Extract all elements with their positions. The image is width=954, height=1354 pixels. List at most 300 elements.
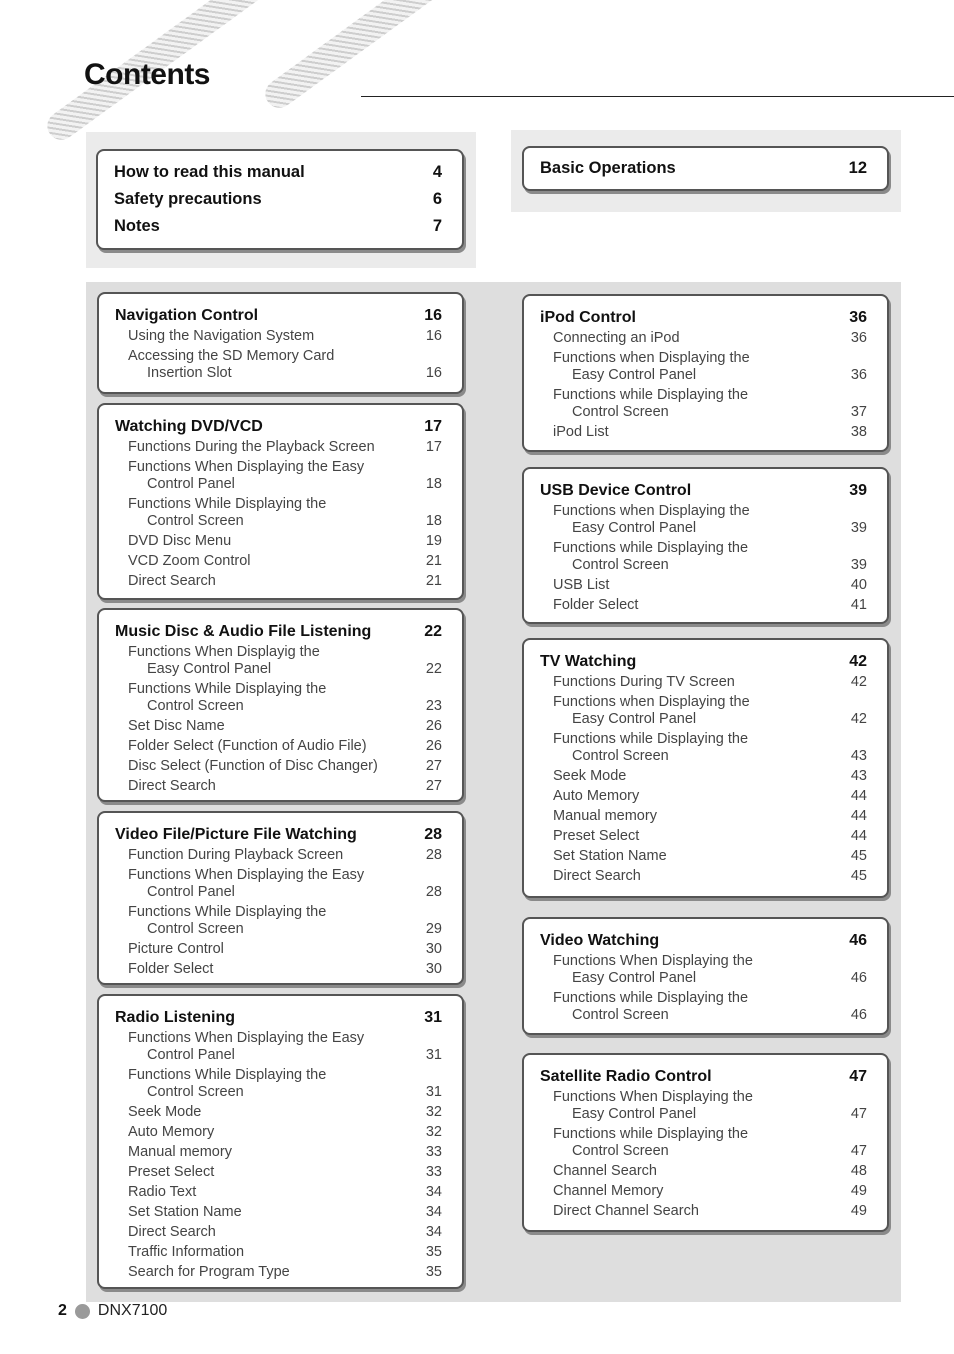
entry-page: 31 xyxy=(425,1047,442,1063)
entry-page: 44 xyxy=(850,828,867,844)
entry-line: Functions When Displaying the Easy xyxy=(128,459,365,475)
entry-line: Set Station Name xyxy=(128,1204,242,1220)
toc-entry-basic-operations[interactable] xyxy=(540,155,867,182)
section-content xyxy=(524,928,887,1024)
entry-page: 35 xyxy=(425,1264,442,1280)
entry-page: 47 xyxy=(850,1143,867,1159)
section-title: iPod Control xyxy=(540,309,636,326)
entry-text xyxy=(553,424,609,441)
toc-entry[interactable] xyxy=(115,1067,442,1101)
entry-line: Control Panel xyxy=(147,1047,235,1063)
entry-line: Functions When Displaying the xyxy=(553,953,753,969)
section-video-file xyxy=(97,811,464,985)
entry-line: Folder Select xyxy=(128,961,214,977)
entry-line: Functions when Displaying the xyxy=(553,503,750,519)
entry-page: 45 xyxy=(850,868,867,884)
toc-entry[interactable] xyxy=(540,674,867,691)
toc-entry[interactable] xyxy=(115,348,442,382)
entry-page: 46 xyxy=(850,970,867,986)
toc-entry[interactable] xyxy=(115,553,442,570)
entry-line: Functions When Displayig the xyxy=(128,644,320,660)
section-title: Music Disc & Audio File Listening xyxy=(115,623,372,640)
toc-entry[interactable] xyxy=(115,1204,442,1221)
section-music xyxy=(97,608,464,802)
entry-title: Basic Operations xyxy=(540,159,676,177)
entry-line: Functions while Displaying the xyxy=(553,540,749,556)
entry-line: Search for Program Type xyxy=(128,1264,290,1280)
entry-line: Easy Control Panel xyxy=(572,970,697,986)
entry-line: Direct Search xyxy=(128,778,216,794)
entry-line: Picture Control xyxy=(128,941,224,957)
entry-page: 34 xyxy=(425,1184,442,1200)
entry-page: 4 xyxy=(432,163,442,181)
entry-text xyxy=(128,1144,232,1161)
toc-entry[interactable] xyxy=(540,694,867,728)
entry-text xyxy=(128,1104,201,1121)
toc-entry[interactable] xyxy=(115,778,442,795)
entry-line: Functions During the Playback Screen xyxy=(128,439,375,455)
toc-entry[interactable] xyxy=(540,330,867,347)
toc-entry[interactable] xyxy=(540,597,867,614)
entry-text xyxy=(128,1124,214,1141)
toc-entry[interactable] xyxy=(115,439,442,456)
section-heading[interactable] xyxy=(540,928,867,950)
section-title: Navigation Control xyxy=(115,307,259,324)
section-heading[interactable] xyxy=(540,1064,867,1086)
entry-page: 34 xyxy=(425,1224,442,1240)
intro-box xyxy=(96,149,464,250)
entry-line: Channel Search xyxy=(553,1163,657,1179)
toc-entry[interactable] xyxy=(115,328,442,345)
entry-page: 36 xyxy=(850,367,867,383)
entry-line: Functions During TV Screen xyxy=(553,674,735,690)
entry-text xyxy=(128,778,216,795)
toc-entry-notes[interactable] xyxy=(114,213,442,240)
toc-entry[interactable] xyxy=(540,1183,867,1200)
entry-line: Insertion Slot xyxy=(147,365,232,381)
entry-page: 49 xyxy=(850,1203,867,1219)
section-title: Satellite Radio Control xyxy=(540,1068,712,1085)
section-title: Watching DVD/VCD xyxy=(115,418,263,435)
toc-entry[interactable] xyxy=(115,758,442,775)
entry-text xyxy=(128,738,367,755)
entry-page: 34 xyxy=(425,1204,442,1220)
section-page: 42 xyxy=(849,653,867,670)
entry-line: USB List xyxy=(553,577,610,593)
entry-page: 22 xyxy=(425,661,442,677)
entry-line: Functions While Displaying the xyxy=(128,904,327,920)
entry-page: 48 xyxy=(850,1163,867,1179)
section-radio xyxy=(97,994,464,1289)
entry-page: 32 xyxy=(425,1104,442,1120)
entry-line: Control Panel xyxy=(147,884,235,900)
entry-text xyxy=(128,904,326,938)
entry-line: Direct Search xyxy=(553,868,641,884)
entry-page: 16 xyxy=(425,328,442,344)
entry-line: Set Disc Name xyxy=(128,718,225,734)
section-navigation xyxy=(97,292,464,394)
entry-page: 30 xyxy=(425,961,442,977)
entry-line: Radio Text xyxy=(128,1184,197,1200)
section-page: 31 xyxy=(424,1009,442,1026)
toc-entry[interactable] xyxy=(540,387,867,421)
entry-text xyxy=(553,731,748,765)
entry-title: How to read this manual xyxy=(114,163,305,181)
entry-line: Control Screen xyxy=(572,1007,669,1023)
entry-line: Easy Control Panel xyxy=(572,367,697,383)
entry-line: Connecting an iPod xyxy=(553,330,680,346)
entry-line: Functions When Displaying the Easy xyxy=(128,867,365,883)
entry-line: Functions while Displaying the xyxy=(553,1126,749,1142)
entry-text xyxy=(128,681,326,715)
entry-text xyxy=(128,718,225,735)
entry-page: 37 xyxy=(850,404,867,420)
entry-line: Folder Select xyxy=(553,597,639,613)
entry-text xyxy=(128,439,375,456)
entry-text xyxy=(553,1126,748,1160)
entry-text xyxy=(128,1224,216,1241)
entry-line: Control Panel xyxy=(147,476,235,492)
entry-line: Control Screen xyxy=(147,1084,244,1100)
toc-entry[interactable] xyxy=(115,1164,442,1181)
toc-entry[interactable] xyxy=(115,867,442,901)
entry-text xyxy=(553,540,748,574)
entry-page: 42 xyxy=(850,711,867,727)
section-video xyxy=(522,917,889,1035)
entry-text xyxy=(128,1204,242,1221)
entry-text xyxy=(128,1164,214,1181)
entry-line: Control Screen xyxy=(147,698,244,714)
toc-entry[interactable] xyxy=(540,1089,867,1123)
section-heading[interactable] xyxy=(540,649,867,671)
entry-text xyxy=(128,941,224,958)
section-title: TV Watching xyxy=(540,653,637,670)
page-title: Contents xyxy=(84,58,210,91)
entry-line: Preset Select xyxy=(128,1164,215,1180)
page-number: 2 xyxy=(58,1302,67,1319)
entry-line: Manual memory xyxy=(553,808,657,824)
toc-entry[interactable] xyxy=(540,808,867,825)
entry-text xyxy=(128,867,364,901)
section-page: 16 xyxy=(424,307,442,324)
section-content xyxy=(524,305,887,441)
entry-page: 43 xyxy=(850,768,867,784)
entry-page: 33 xyxy=(425,1144,442,1160)
toc-entry[interactable] xyxy=(115,1264,442,1281)
section-page: 28 xyxy=(424,826,442,843)
entry-page: 35 xyxy=(425,1244,442,1260)
entry-line: Control Screen xyxy=(147,921,244,937)
section-heading[interactable] xyxy=(115,822,442,844)
section-content xyxy=(524,649,887,885)
toc-entry[interactable] xyxy=(115,738,442,755)
toc-entry[interactable] xyxy=(115,941,442,958)
entry-title: Notes xyxy=(114,217,160,235)
toc-entry[interactable] xyxy=(540,768,867,785)
toc-entry[interactable] xyxy=(115,496,442,530)
toc-entry[interactable] xyxy=(115,573,442,590)
entry-line: Functions While Displaying the xyxy=(128,681,327,697)
entry-line: Seek Mode xyxy=(128,1104,202,1120)
entry-text xyxy=(553,1183,663,1200)
toc-entry[interactable] xyxy=(115,1030,442,1064)
entry-page: 43 xyxy=(850,748,867,764)
section-dvd-vcd xyxy=(97,403,464,600)
entry-page: 47 xyxy=(850,1106,867,1122)
entry-line: Preset Select xyxy=(553,828,640,844)
entry-line: Control Screen xyxy=(572,748,669,764)
entry-line: Easy Control Panel xyxy=(572,1106,697,1122)
entry-text xyxy=(553,768,626,785)
entry-line: Manual memory xyxy=(128,1144,232,1160)
entry-page: 12 xyxy=(848,159,867,177)
section-content xyxy=(99,822,462,978)
entry-text xyxy=(553,953,753,987)
entry-line: Set Station Name xyxy=(553,848,667,864)
entry-text xyxy=(553,577,609,594)
section-page: 47 xyxy=(849,1068,867,1085)
entry-line: Seek Mode xyxy=(553,768,627,784)
entry-text xyxy=(128,758,378,775)
entry-page: 21 xyxy=(425,573,442,589)
entry-line: DVD Disc Menu xyxy=(128,533,232,549)
entry-text xyxy=(128,1067,326,1101)
entry-text xyxy=(128,1030,364,1064)
entry-text xyxy=(553,1203,699,1220)
entry-text xyxy=(128,533,231,550)
entry-text xyxy=(553,694,750,728)
entry-text xyxy=(553,788,639,805)
entry-text xyxy=(128,847,343,864)
entry-line: Traffic Information xyxy=(128,1244,245,1260)
entry-text xyxy=(128,1264,290,1281)
section-heading[interactable] xyxy=(115,619,442,641)
entry-line: iPod List xyxy=(553,424,609,440)
entry-page: 31 xyxy=(425,1084,442,1100)
entry-page: 49 xyxy=(850,1183,867,1199)
toc-entry[interactable] xyxy=(540,577,867,594)
entry-line: Functions when Displaying the xyxy=(553,694,750,710)
toc-entry[interactable] xyxy=(115,904,442,938)
section-page: 22 xyxy=(424,623,442,640)
entry-line: Control Screen xyxy=(572,404,669,420)
toc-entry[interactable] xyxy=(540,1203,867,1220)
entry-page: 18 xyxy=(425,513,442,529)
section-ipod xyxy=(522,294,889,452)
entry-text xyxy=(553,350,750,384)
entry-page: 17 xyxy=(425,439,442,455)
entry-line: Control Screen xyxy=(572,1143,669,1159)
toc-entry[interactable] xyxy=(115,533,442,550)
toc-entry[interactable] xyxy=(540,503,867,537)
entry-line: Disc Select (Function of Disc Changer) xyxy=(128,758,378,774)
section-content xyxy=(99,1005,462,1281)
toc-entry[interactable] xyxy=(540,828,867,845)
entry-page: 39 xyxy=(850,557,867,573)
entry-line: Function During Playback Screen xyxy=(128,847,344,863)
entry-line: Control Screen xyxy=(147,513,244,529)
toc-entry[interactable] xyxy=(115,1124,442,1141)
entry-page: 27 xyxy=(425,758,442,774)
section-heading[interactable] xyxy=(115,303,442,325)
entry-page: 7 xyxy=(432,217,442,235)
entry-page: 46 xyxy=(850,1007,867,1023)
entry-page: 19 xyxy=(425,533,442,549)
title-rule xyxy=(361,96,954,97)
section-title: USB Device Control xyxy=(540,482,692,499)
entry-line: Folder Select (Function of Audio File) xyxy=(128,738,367,754)
toc-entry[interactable] xyxy=(540,953,867,987)
entry-text xyxy=(553,330,680,347)
entry-page: 36 xyxy=(850,330,867,346)
entry-text xyxy=(553,808,657,825)
toc-entry-how-to-read[interactable] xyxy=(114,159,442,186)
section-heading[interactable] xyxy=(540,478,867,500)
entry-line: Functions When Displaying the Easy xyxy=(128,1030,365,1046)
entry-text xyxy=(553,503,750,537)
toc-entry[interactable] xyxy=(540,1126,867,1160)
toc-entry[interactable] xyxy=(540,868,867,885)
toc-entry[interactable] xyxy=(115,1184,442,1201)
entry-line: Easy Control Panel xyxy=(572,711,697,727)
entry-page: 33 xyxy=(425,1164,442,1180)
bullet-icon xyxy=(75,1304,90,1319)
entry-text xyxy=(128,961,213,978)
entry-text xyxy=(128,459,364,493)
entry-page: 27 xyxy=(425,778,442,794)
entry-line: Control Screen xyxy=(572,557,669,573)
entry-page: 23 xyxy=(425,698,442,714)
entry-page: 18 xyxy=(425,476,442,492)
entry-text xyxy=(128,644,320,678)
entry-text xyxy=(553,828,639,845)
entry-page: 44 xyxy=(850,788,867,804)
entry-text xyxy=(128,1244,244,1261)
section-title: Radio Listening xyxy=(115,1009,235,1026)
entry-line: Direct Channel Search xyxy=(553,1203,699,1219)
section-page: 39 xyxy=(849,482,867,499)
section-tv xyxy=(522,638,889,898)
entry-line: Functions when Displaying the xyxy=(553,350,750,366)
entry-line: Functions While Displaying the xyxy=(128,496,327,512)
entry-page: 26 xyxy=(425,738,442,754)
entry-line: Auto Memory xyxy=(128,1124,215,1140)
section-satellite xyxy=(522,1053,889,1232)
entry-line: Functions When Displaying the xyxy=(553,1089,753,1105)
section-title: Video Watching xyxy=(540,932,660,949)
entry-text xyxy=(128,553,250,570)
section-usb xyxy=(522,467,889,624)
entry-page: 40 xyxy=(850,577,867,593)
entry-text xyxy=(553,848,667,865)
section-content xyxy=(99,414,462,590)
toc-entry[interactable] xyxy=(540,990,867,1024)
toc-entry[interactable] xyxy=(115,459,442,493)
toc-entry-safety[interactable] xyxy=(114,186,442,213)
entry-page: 16 xyxy=(425,365,442,381)
entry-page: 28 xyxy=(425,884,442,900)
toc-entry[interactable] xyxy=(115,1244,442,1261)
entry-page: 41 xyxy=(850,597,867,613)
entry-page: 38 xyxy=(850,424,867,440)
entry-line: Easy Control Panel xyxy=(572,520,697,536)
toc-entry[interactable] xyxy=(540,731,867,765)
toc-entry[interactable] xyxy=(115,644,442,678)
toc-entry[interactable] xyxy=(115,1144,442,1161)
entry-page: 42 xyxy=(850,674,867,690)
entry-line: Functions while Displaying the xyxy=(553,731,749,747)
entry-line: VCD Zoom Control xyxy=(128,553,251,569)
toc-entry[interactable] xyxy=(540,540,867,574)
toc-entry[interactable] xyxy=(540,848,867,865)
basic-operations-box xyxy=(522,146,889,191)
section-heading[interactable] xyxy=(540,305,867,327)
entry-page: 32 xyxy=(425,1124,442,1140)
entry-line: Auto Memory xyxy=(553,788,640,804)
section-heading[interactable] xyxy=(115,414,442,436)
entry-line: Channel Memory xyxy=(553,1183,664,1199)
entry-line: Functions while Displaying the xyxy=(553,990,749,1006)
entry-page: 29 xyxy=(425,921,442,937)
entry-line: Direct Search xyxy=(128,573,216,589)
entry-text xyxy=(553,597,638,614)
toc-entry[interactable] xyxy=(115,718,442,735)
section-heading[interactable] xyxy=(115,1005,442,1027)
entry-page: 26 xyxy=(425,718,442,734)
entry-text xyxy=(128,1184,196,1201)
page-footer xyxy=(58,1302,167,1320)
entry-text xyxy=(128,348,334,382)
entry-text xyxy=(128,328,314,345)
section-title: Video File/Picture File Watching xyxy=(115,826,357,843)
entry-page: 21 xyxy=(425,553,442,569)
entry-text xyxy=(128,573,216,590)
toc-entry[interactable] xyxy=(115,681,442,715)
entry-text xyxy=(128,496,326,530)
entry-line: Accessing the SD Memory Card xyxy=(128,348,335,364)
entry-text xyxy=(553,868,641,885)
entry-line: Direct Search xyxy=(128,1224,216,1240)
entry-line: Functions While Displaying the xyxy=(128,1067,327,1083)
toc-entry[interactable] xyxy=(540,424,867,441)
toc-entry[interactable] xyxy=(115,1104,442,1121)
section-content xyxy=(99,303,462,382)
section-page: 36 xyxy=(849,309,867,326)
toc-entry[interactable] xyxy=(540,788,867,805)
toc-entry[interactable] xyxy=(115,1224,442,1241)
section-page: 17 xyxy=(424,418,442,435)
entry-line: Functions while Displaying the xyxy=(553,387,749,403)
entry-page: 44 xyxy=(850,808,867,824)
toc-entry[interactable] xyxy=(115,847,442,864)
entry-text xyxy=(553,1089,753,1123)
section-page: 46 xyxy=(849,932,867,949)
entry-title: Safety precautions xyxy=(114,190,262,208)
entry-text xyxy=(553,387,748,421)
entry-page: 45 xyxy=(850,848,867,864)
model-name: DNX7100 xyxy=(97,1302,168,1319)
section-content xyxy=(524,1064,887,1220)
entry-page: 28 xyxy=(425,847,442,863)
entry-page: 6 xyxy=(432,190,442,208)
entry-line: Using the Navigation System xyxy=(128,328,315,344)
toc-entry[interactable] xyxy=(540,350,867,384)
section-content xyxy=(99,619,462,795)
toc-entry[interactable] xyxy=(115,961,442,978)
entry-line: Easy Control Panel xyxy=(147,661,272,677)
entry-text xyxy=(553,1163,657,1180)
toc-entry[interactable] xyxy=(540,1163,867,1180)
